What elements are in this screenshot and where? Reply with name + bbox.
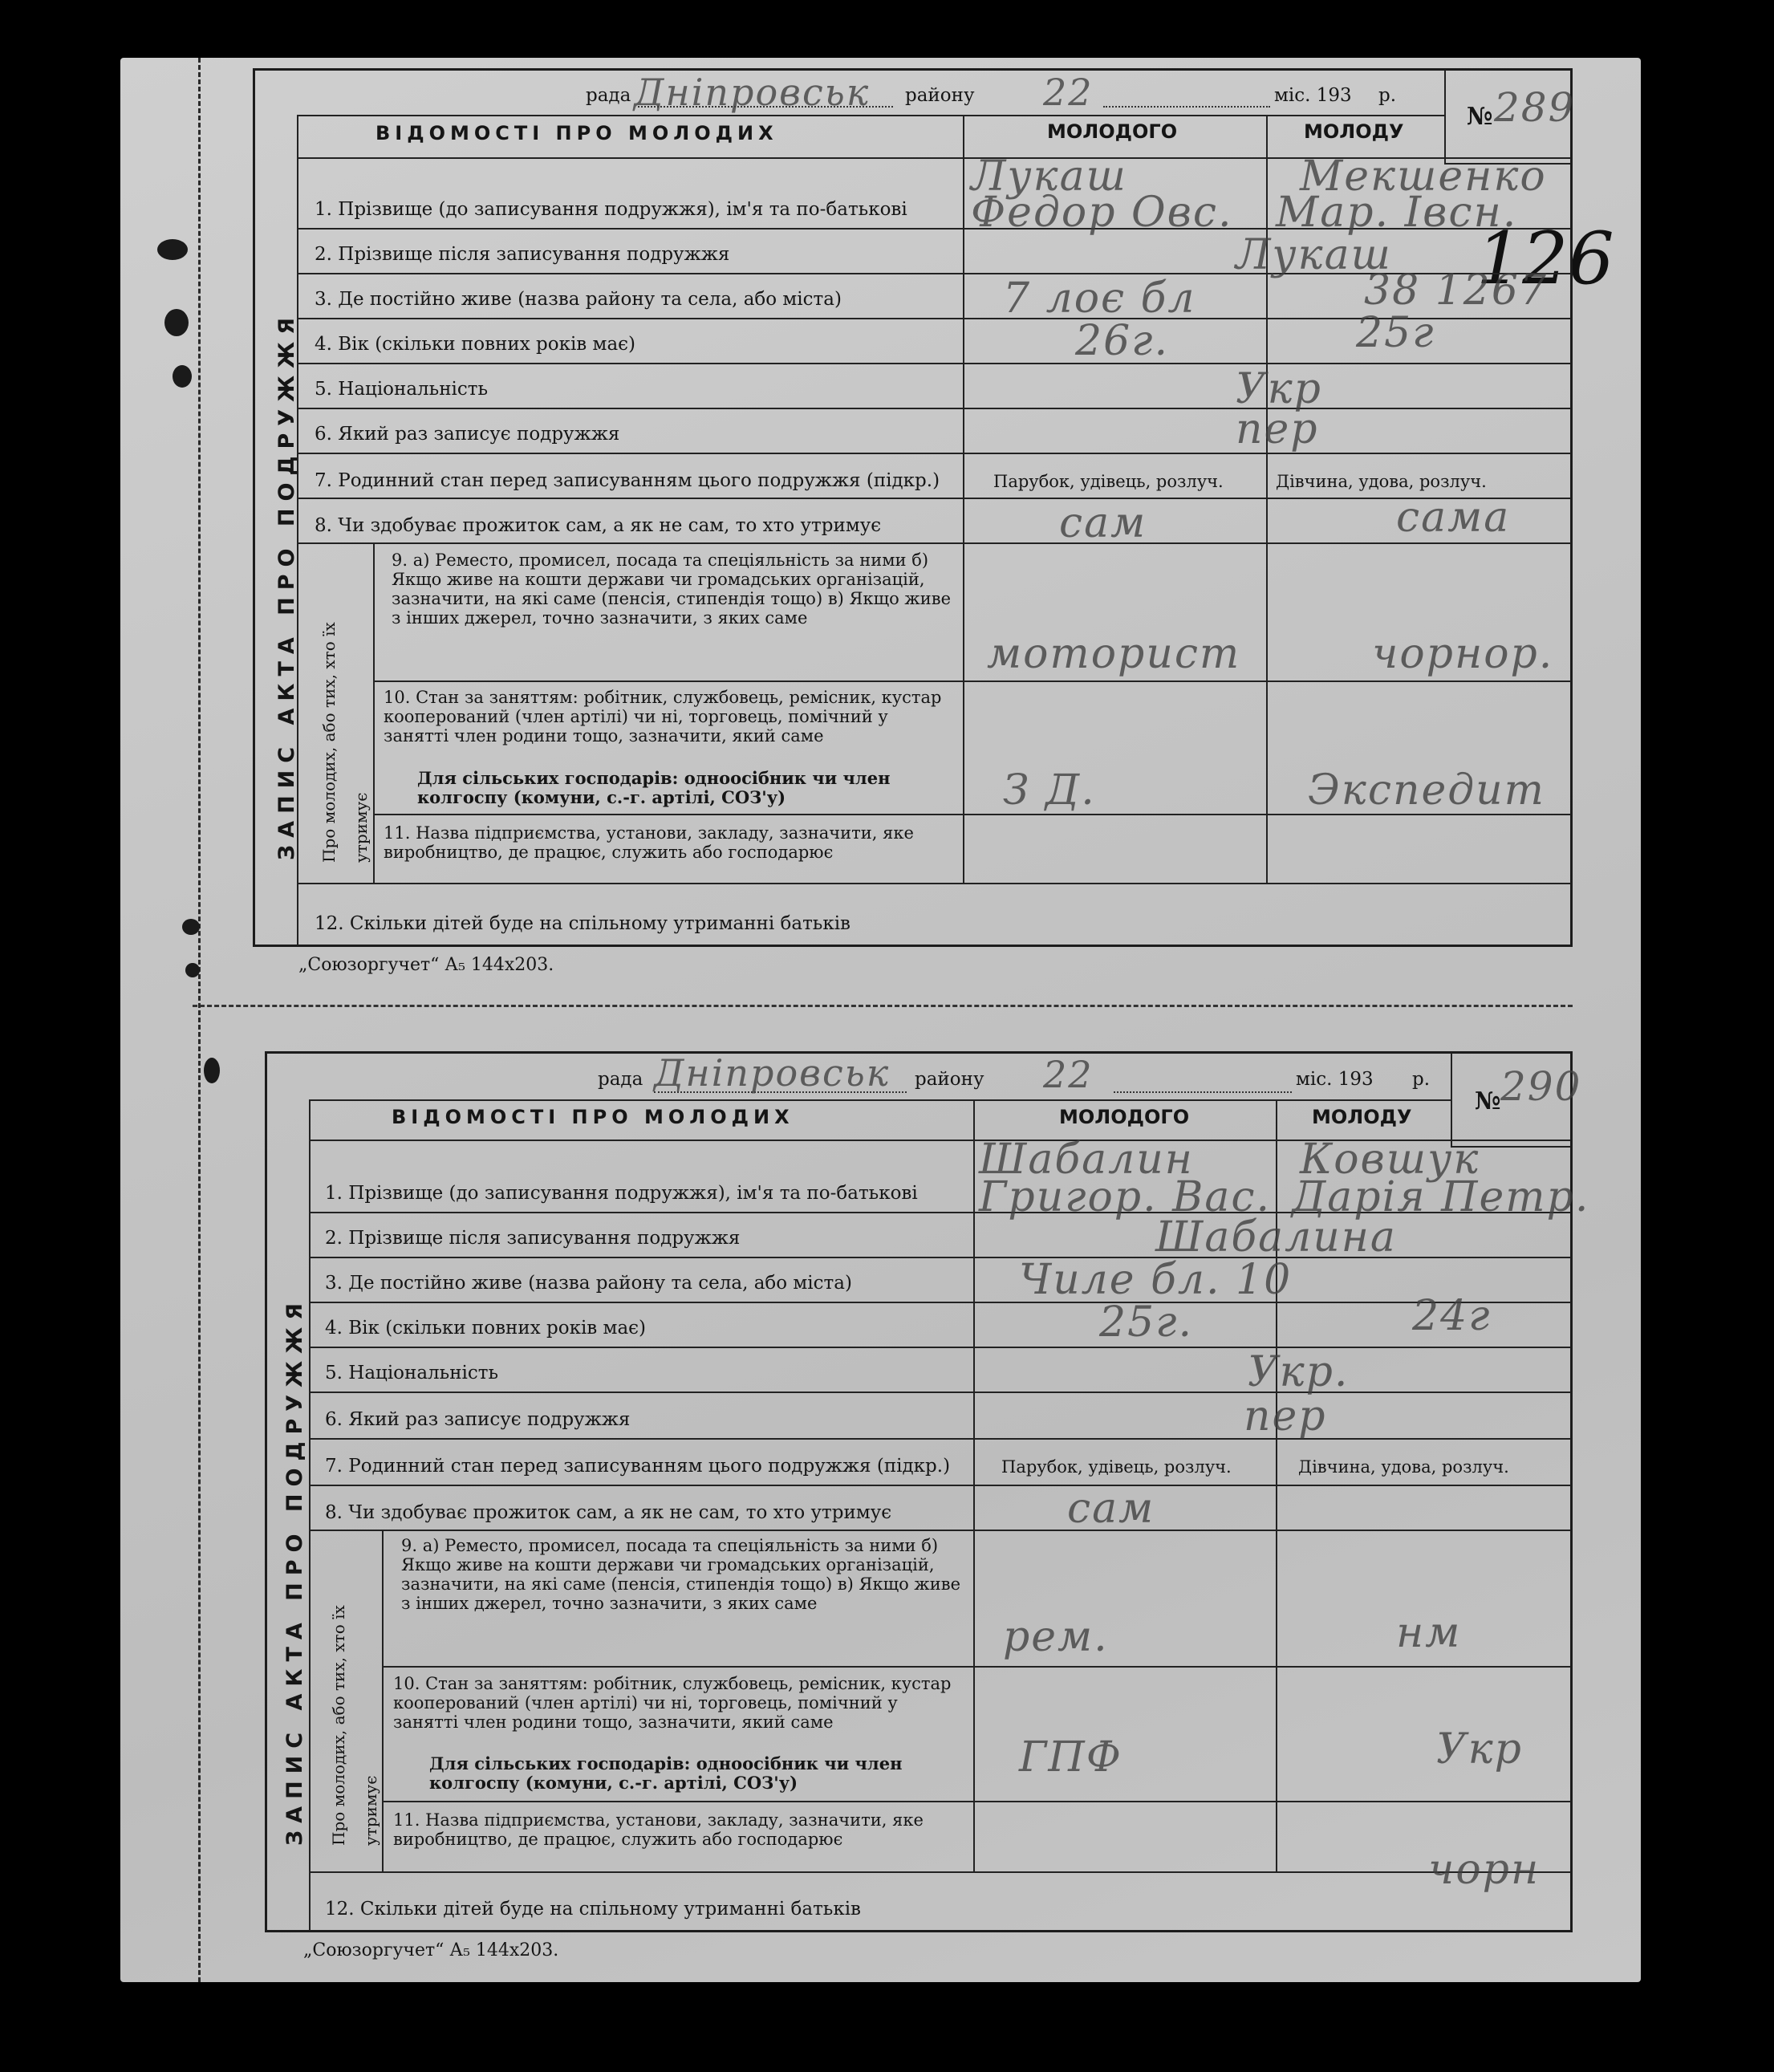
- hw-support-bride: сама: [1396, 494, 1511, 542]
- hw-trade-bride: чорнор.: [1372, 630, 1554, 678]
- row-7-groom-options: Парубок, удівець, розлуч.: [993, 472, 1224, 491]
- hw-status-groom: ГПФ: [1019, 1733, 1122, 1782]
- month-year-label: міс. 193: [1296, 1069, 1374, 1090]
- number-box-line: [1444, 70, 1446, 165]
- hw-surname-groom: Шабалин: [979, 1136, 1194, 1184]
- row-line: [309, 1302, 1571, 1303]
- hw-number: 289: [1494, 84, 1576, 131]
- year-suffix: р.: [1378, 85, 1397, 106]
- row-8-label: 8. Чи здобуває прожиток сам, а як не сам, то хто утримує: [315, 515, 882, 536]
- row-line: [382, 1801, 1571, 1802]
- hw-age-groom: 25г.: [1099, 1298, 1193, 1347]
- hw-new-surname: Шабалина: [1155, 1213, 1397, 1261]
- row-3-label: 3. Де постійно живе (назва району та села, або міста): [325, 1273, 852, 1294]
- table-title: ВІДОМОСТІ ПРО МОЛОДИХ: [392, 1106, 794, 1128]
- hw-support-groom: сам: [1059, 499, 1147, 547]
- side-column-line: [309, 1099, 311, 1931]
- row-1-label: 1. Прізвище (до записування подружжя), ім'я та по-батькові: [325, 1183, 918, 1204]
- row-line: [297, 883, 1571, 884]
- col-groom: МОЛОДОГО: [1059, 1106, 1190, 1128]
- hw-surname-groom: Лукаш: [971, 152, 1127, 201]
- row-3-label: 3. Де постійно живе (назва району та села, або міста): [315, 289, 842, 310]
- row-12-label: 12. Скільки дітей буде на спільному утриманні батьків: [325, 1899, 862, 1920]
- hw-times: пер: [1244, 1392, 1327, 1440]
- hw-address-bride: 38 1267: [1364, 266, 1549, 315]
- row-7-groom-options: Парубок, удівець, розлуч.: [1001, 1457, 1232, 1477]
- side-sublabel: Про молодих, або тих, хто їх утримує: [319, 622, 371, 863]
- rada-label: рада: [598, 1069, 643, 1090]
- row-line: [309, 1438, 1571, 1440]
- rajonu-label: району: [915, 1069, 984, 1090]
- hw-rada: Дніпровськ: [634, 71, 871, 114]
- form-footer: „Союзоргучет“ А₅ 144х203.: [298, 955, 554, 975]
- hw-name-bride: Мар. Івсн.: [1276, 189, 1518, 237]
- rajonu-label: району: [905, 85, 975, 106]
- row-9-label: 9. а) Реместо, промисел, посада та спеціяльність за ними б) Якщо живе на кошти держави чи громадських організацій, зазначити, на які саме (пенсія, стипендія тощо) в) Якщо живе з інших джерел, точно зазначити, з яких саме: [401, 1536, 960, 1613]
- hw-trade-groom: рем.: [1003, 1613, 1109, 1661]
- side-label: ЗАПИС АКТА ПРО ПОДРУЖЖЯ: [282, 1296, 307, 1846]
- row-7-bride-options: Дівчина, удова, розлуч.: [1276, 472, 1487, 491]
- row-6-label: 6. Який раз записує подружжя: [325, 1409, 631, 1430]
- row-line: [309, 1347, 1571, 1348]
- hw-rajon: 22: [1043, 71, 1094, 114]
- dotted-line: [1103, 106, 1270, 108]
- row-11-label: 11. Назва підприємства, установи, закладу, зазначити, яке виробництво, де працює, служить або господарює: [393, 1810, 924, 1849]
- hw-rada: Дніпровськ: [654, 1051, 891, 1095]
- row-11-label: 11. Назва підприємства, установи, закладу, зазначити, яке виробництво, де працює, служить або господарює: [384, 823, 914, 862]
- punch-hole: [157, 239, 188, 260]
- row-line: [382, 1666, 1571, 1668]
- punch-hole: [164, 309, 189, 336]
- row-line: [297, 542, 1571, 544]
- hw-address: Чиле бл. 10: [1019, 1256, 1293, 1304]
- punch-hole: [204, 1058, 220, 1083]
- hw-name-bride: Дарія Петр.: [1292, 1173, 1590, 1221]
- row-line: [297, 453, 1571, 454]
- number-box-line: [1451, 1053, 1452, 1148]
- row-9-label: 9. а) Реместо, промисел, посада та спеціяльність за ними б) Якщо живе на кошти держави чи громадських організацій, зазначити, на які саме (пенсія, стипендія тощо) в) Якщо живе з інших джерел, точно зазначити, з яких саме: [392, 551, 951, 628]
- perforation-line: [198, 58, 201, 1982]
- number-label: №: [1467, 103, 1493, 131]
- hw-org-bride: чорн: [1428, 1846, 1541, 1894]
- table-title: ВІДОМОСТІ ПРО МОЛОДИХ: [376, 122, 778, 144]
- hw-age-bride: 25г: [1356, 309, 1435, 357]
- row-line: [309, 1391, 1571, 1393]
- hw-status-groom: З Д.: [1003, 766, 1096, 815]
- row-line: [309, 1871, 1571, 1873]
- row-2-label: 2. Прізвище після записування подружжя: [315, 244, 730, 265]
- row-10-bold: Для сільських господарів: одноосібник чи член колгоспу (комуни, с.-г. артілі, СОЗ'у): [429, 1753, 903, 1793]
- row-line: [297, 408, 1571, 409]
- hw-new-surname: Лукаш: [1236, 231, 1392, 279]
- year-suffix: р.: [1412, 1069, 1431, 1090]
- tear-line: [193, 1005, 1573, 1007]
- hw-nationality: Укр.: [1248, 1348, 1350, 1396]
- hw-number: 290: [1500, 1063, 1582, 1110]
- hw-age-bride: 24г: [1412, 1292, 1492, 1340]
- row-2-label: 2. Прізвище після записування подружжя: [325, 1228, 741, 1249]
- hw-address-groom: 7 лоє бл: [1003, 274, 1196, 323]
- archive-number: 126: [1476, 217, 1614, 301]
- hw-status-bride: Экспедит: [1308, 766, 1545, 815]
- row-line: [297, 498, 1571, 499]
- row-7-label: 7. Родинний стан перед записуванням цього подружжя (підкр.): [315, 470, 940, 491]
- punch-hole: [185, 963, 200, 977]
- row-5-label: 5. Національність: [325, 1363, 499, 1383]
- row-line: [297, 363, 1571, 364]
- row-10-label: 10. Стан за заняттям: робітник, службовець, ремісник, кустар кооперований (член артілі) чи ні, торговець, помічний у занятті член родини тощо, зазначити, який саме: [393, 1674, 952, 1732]
- hw-status-bride: Укр: [1436, 1725, 1523, 1773]
- punch-hole: [173, 365, 192, 388]
- row-line: [297, 115, 1444, 116]
- hw-times: пер: [1236, 405, 1319, 453]
- month-year-label: міс. 193: [1274, 85, 1352, 106]
- col-bride: МОЛОДУ: [1312, 1106, 1412, 1128]
- number-label: №: [1475, 1087, 1501, 1115]
- punch-hole: [182, 919, 200, 935]
- row-line: [309, 1485, 1571, 1486]
- hw-nationality: Укр: [1236, 365, 1322, 413]
- row-6-label: 6. Який раз записує подружжя: [315, 424, 620, 445]
- row-10-bold: Для сільських господарів: одноосібник чи член колгоспу (комуни, с.-г. артілі, СОЗ'у): [417, 768, 891, 807]
- hw-age-groom: 26г.: [1075, 317, 1169, 365]
- hw-trade-groom: моторист: [987, 630, 1241, 678]
- rada-label: рада: [586, 85, 631, 106]
- hw-rajon: 22: [1043, 1053, 1094, 1096]
- row-line: [309, 1099, 1451, 1101]
- hw-name-groom: Григор. Вас.: [979, 1173, 1272, 1221]
- hw-support-groom: сам: [1067, 1485, 1155, 1533]
- row-8-label: 8. Чи здобуває прожиток сам, а як не сам, то хто утримує: [325, 1502, 892, 1523]
- row-4-label: 4. Вік (скільки повних років має): [325, 1318, 647, 1339]
- row-line: [309, 1530, 1571, 1531]
- side-label: ЗАПИС АКТА ПРО ПОДРУЖЖЯ: [274, 311, 299, 860]
- hw-surname-bride: Ковшук: [1300, 1136, 1480, 1184]
- row-line: [373, 681, 1571, 682]
- col-bride: МОЛОДУ: [1304, 120, 1404, 143]
- row-12-label: 12. Скільки дітей буде на спільному утриманні батьків: [315, 913, 851, 934]
- hw-surname-bride: Мекшенко: [1300, 152, 1547, 201]
- hw-name-groom: Федор Овс.: [971, 189, 1233, 237]
- row-4-label: 4. Вік (скільки повних років має): [315, 334, 636, 355]
- row-7-label: 7. Родинний стан перед записуванням цього подружжя (підкр.): [325, 1456, 951, 1477]
- row-10-label: 10. Стан за заняттям: робітник, службовець, ремісник, кустар кооперований (член артілі) чи ні, торговець, помічний у занятті член родини тощо, зазначити, який саме: [384, 688, 942, 746]
- row-5-label: 5. Національність: [315, 379, 489, 400]
- row-1-label: 1. Прізвище (до записування подружжя), ім'я та по-батькові: [315, 199, 907, 220]
- row-7-bride-options: Дівчина, удова, розлуч.: [1298, 1457, 1509, 1477]
- hw-trade-bride: нм: [1396, 1609, 1462, 1657]
- form-footer: „Союзоргучет“ А₅ 144х203.: [303, 1940, 559, 1960]
- dotted-line: [1114, 1091, 1292, 1093]
- side-sublabel: Про молодих, або тих, хто їх утримує: [329, 1605, 380, 1846]
- col-groom: МОЛОДОГО: [1047, 120, 1178, 143]
